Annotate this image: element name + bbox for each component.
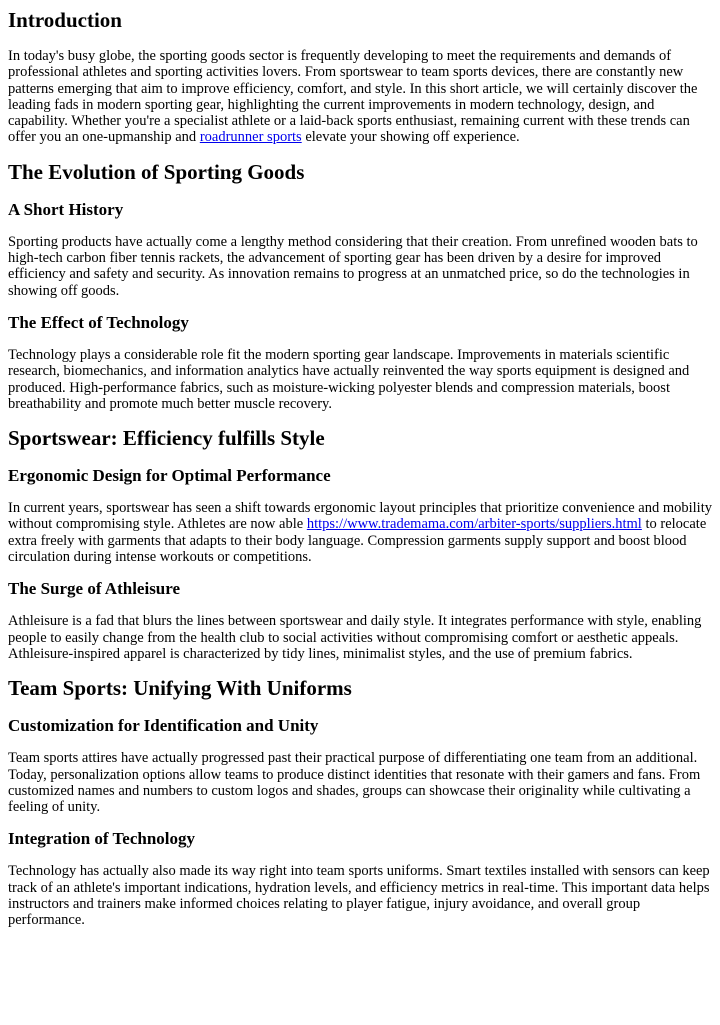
subheading-integration-technology: Integration of Technology — [8, 829, 196, 849]
subheading-short-history: A Short History — [8, 199, 124, 219]
effect-of-technology-paragraph: Technology plays a considerable role fit the modern sporting gear landscape. Improvements in materials scientific research, biomechanics, and information analytics have actually reinvented the way sports equipment is designed and produced. High-performance fabrics, such as moisture-wicking polyester blends and compression materials, boost breathability and promote much better muscle recovery. — [8, 346, 690, 412]
heading-evolution: The Evolution of Sporting Goods — [8, 159, 305, 184]
ergonomic-design-paragraph — [8, 500, 712, 565]
integration-technology-paragraph: Technology has actually also made its way right into team sports uniforms. Smart textiles installed with sensors can keep track of an athlete's important indications, hydration levels, and efficiency metrics in real-time. This important data helps instructors and trainers make informed choices relating to player fatigue, injury avoidance, and overall group performance. — [8, 863, 710, 929]
article — [0, 8, 720, 929]
subheading-effect-of-technology: The Effect of Technology — [8, 312, 189, 332]
heading-sportswear: Sportswear: Efficiency fulfills Style — [8, 426, 325, 451]
athleisure-paragraph: Athleisure is a fad that blurs the lines between sportswear and daily style. It integrates performance with style, enabling people to easily change from the health club to social activities without compromising comfort or aesthetic appeals. Athleisure-inspired apparel is characterized by tidy lines, minimalist styles, and the use of premium fabrics. — [8, 613, 702, 662]
trademama-link[interactable]: https://www.trademama.com/arbiter-sports/suppliers.html — [306, 516, 642, 533]
intro-text-after: elevate your showing off experience. — [301, 129, 520, 146]
heading-introduction: Introduction — [8, 8, 122, 32]
subheading-ergonomic-design: Ergonomic Design for Optimal Performance — [8, 466, 331, 486]
intro-text-before: In today's busy globe, the sporting goods sector is frequently developing to meet the requirements and demands of professional athletes and sporting activities lovers. From sportswear to team sports devices, there are constantly new patterns emerging that aim to improve efficiency, comfort, and style. In this short article, we will certainly discover the leading fads in modern sporting gear, highlighting the current improvements in modern technology, design, and capability. Whether you're a specialist athlete or a laid-back sports enthusiast, remaining current with these trends can offer you an one-upmanship and — [8, 48, 698, 146]
short-history-paragraph: Sporting products have actually come a lengthy method considering that their creation. From unrefined wooden bats to high-tech carbon fiber tennis rackets, the advancement of sporting gear has been driven by a desire for improved efficiency and safety and security. As innovation remains to progress at an unmatched price, so do the technologies in showing off goods. — [8, 233, 698, 299]
ergonomic-text-before: In current years, sportswear has seen a shift towards ergonomic layout principles that prioritize convenience and mobility without compromising style. Athletes are now able — [8, 500, 712, 533]
ergonomic-text-after: to relocate extra freely with garments that adapts to their body language. Compression garments supply support and boost blood circulation during intense workouts or competitions. — [8, 516, 707, 566]
subheading-athleisure: The Surge of Athleisure — [8, 579, 181, 599]
heading-team-sports: Team Sports: Unifying With Uniforms — [8, 676, 352, 701]
roadrunner-sports-link[interactable]: roadrunner sports — [199, 129, 302, 146]
subheading-customization: Customization for Identification and Unity — [8, 716, 319, 736]
customization-paragraph: Team sports attires have actually progressed past their practical purpose of differentiating one team from an additional. Today, personalization options allow teams to produce distinct identities that resonate with their gamers and fans. From customized names and numbers to custom logos and shades, groups can showcase their originality while cultivating a feeling of unity. — [8, 750, 701, 816]
intro-paragraph — [8, 48, 712, 146]
